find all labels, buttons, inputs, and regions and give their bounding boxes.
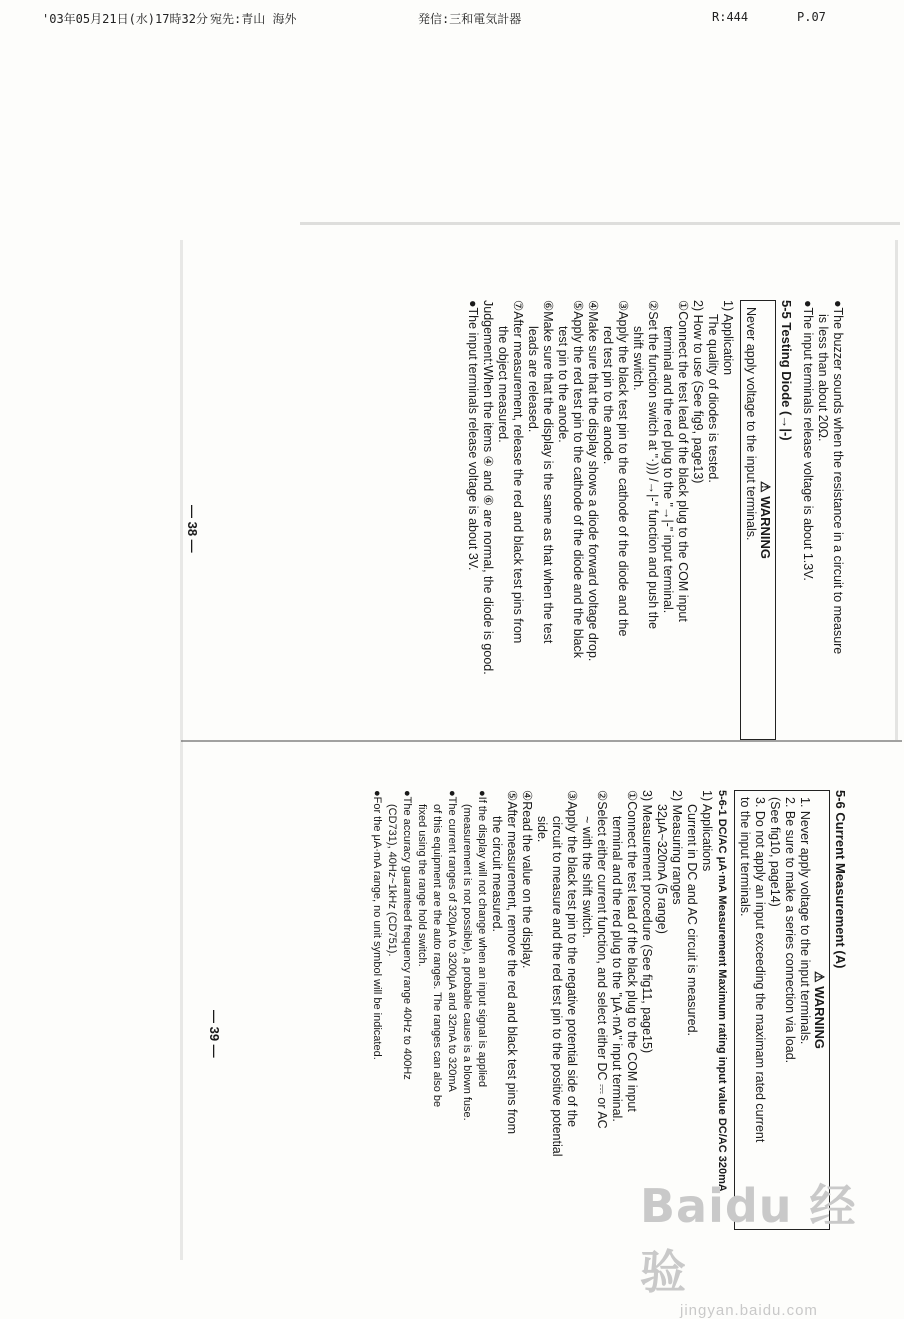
body-line: terminal and the red plug to the "→|-" input terminal. xyxy=(661,326,675,614)
page-38 xyxy=(465,300,845,740)
body-line: test pin to the anode. xyxy=(556,326,570,443)
body-line: ⑤Apply the red test pin to the cathode of the diode and the black xyxy=(571,300,585,658)
note-line: (measurement is not possible), a probable cause is a blown fuse. xyxy=(461,804,473,1121)
warning-box xyxy=(734,790,830,1230)
warning-line: 3. Do not apply an input exceeding the maximam rated current xyxy=(753,797,767,1143)
spine-line xyxy=(181,740,902,742)
body-line: the object measured. xyxy=(496,326,510,443)
body-line: ~ with the shift switch. xyxy=(580,816,594,938)
body-line: 32μA~320mA (5 range) xyxy=(655,804,669,934)
buzzer-note-cont: is less than about 20Ω. xyxy=(816,314,830,442)
baidu-watermark xyxy=(640,1170,900,1319)
body-line: ⑤After measurement, remove the red and black test pins from xyxy=(505,790,519,1134)
warning-line: to the input terminals. xyxy=(738,797,752,917)
body-line: circuit to measure and the red test pin to the positive potential xyxy=(550,816,564,1157)
section-title-5-5: 5-5 Testing Diode (→|-) xyxy=(779,300,794,441)
body-line: ⑦After measurement, release the red and black test pins from xyxy=(511,300,525,644)
body-line: 2) Measuring ranges xyxy=(670,790,684,905)
warning-line: 1. Never apply voltage to the input terminals. xyxy=(798,797,812,1045)
fax-recipient: 宛先:青山 海外 xyxy=(210,12,297,26)
warning-text: Never apply voltage to the input terminals. xyxy=(744,307,758,541)
body-line: ①Connect the test lead of the black plug to the COM input xyxy=(676,300,690,622)
body-line: shift switch. xyxy=(631,326,645,391)
note-line: ●The current ranges of 320μA to 3200μA and 32mA to 320mA xyxy=(446,790,458,1092)
buzzer-note: ●The buzzer sounds when the resistance in a circuit to measure xyxy=(831,300,845,655)
note-line: ●If the display will not change when an input signal is applied xyxy=(476,790,488,1088)
page-number-38 xyxy=(185,505,200,553)
body-line: leads are released. xyxy=(526,326,540,433)
body-line: side. xyxy=(535,816,549,843)
fax-sender: 発信:三和電気計器 xyxy=(418,12,522,26)
body-line: ④Read the value on the display. xyxy=(520,790,534,969)
body-line: ⑥Make sure that the display is the same as that when the test xyxy=(541,300,555,644)
body-line: 1) Application xyxy=(721,300,735,376)
page-39 xyxy=(369,790,848,1230)
scan-noise-line xyxy=(300,222,900,225)
page-number-39-text: — 39 — xyxy=(207,1010,222,1058)
judgement-line: Judgement:When the items ④ and ⑥ are normal, the diode is good. xyxy=(481,300,495,675)
watermark-brand: Baidu 经验 xyxy=(640,1179,857,1299)
body-line: ③Apply the black test pin to the cathode of the diode and the xyxy=(616,300,630,637)
body-line: ④Make sure that the display shows a diode forward voltage drop. xyxy=(586,300,600,662)
fax-receipt-number: R:444 xyxy=(712,10,749,24)
body-line: the circuit measured. xyxy=(490,816,504,933)
warning-box xyxy=(740,300,776,740)
body-line: terminal and the red plug to the "μA·mA" input terminal. xyxy=(610,816,624,1122)
note-line: of this equipment are the auto ranges. The ranges can also be xyxy=(431,804,443,1108)
body-line: red test pin to the anode. xyxy=(601,326,615,465)
body-line: ●The input terminals release voltage is about 3V. xyxy=(466,300,480,571)
warning-title: ⚠ WARNING xyxy=(758,480,773,560)
body-line: ③Apply the black test pin to the negative potential side of the xyxy=(565,790,579,1128)
warning-line: (See fig10, page14) xyxy=(768,797,782,907)
left-edge-noise xyxy=(180,240,183,1260)
release-voltage-note: ●The input terminals release voltage is about 1.3V. xyxy=(801,300,815,581)
section-title-5-6: 5-6 Current Measurement (A) xyxy=(833,790,848,969)
body-line: 3) Measurement procedure (See fig11, page15) xyxy=(640,790,654,1054)
note-line: ●The accuracy guaranteed frequency range 40Hz to 400Hz xyxy=(401,790,413,1080)
body-line: ②Set the function switch at "·))) /→|-" function and push the xyxy=(646,300,660,630)
body-line: Current in DC and AC circuit is measured. xyxy=(685,804,699,1037)
fax-page-number: P.07 xyxy=(797,10,826,24)
watermark-url: jingyan.baidu.com xyxy=(680,1302,818,1319)
warning-title: ⚠ WARNING xyxy=(812,970,827,1050)
warning-line: 2. Be sure to make a series connection via load. xyxy=(783,797,797,1064)
fax-timestamp: '03年05月21日(水)17時32分 xyxy=(42,12,208,26)
left-edge-noise-2 xyxy=(895,240,898,740)
page-number-38-text: — 38 — xyxy=(185,505,200,553)
note-line: (CD731), 40Hz~1kHz (CD751). xyxy=(386,804,398,957)
body-line: ①Connect the test lead of the black plug to the COM input xyxy=(625,790,639,1112)
note-line: ●For the μA·mA range, no unit symbol will be indicated. xyxy=(371,790,383,1060)
subsection-title-5-6-1: 5-6-1 DC/AC μA·mA Measurement Maximum rating input value DC/AC 320mA xyxy=(716,790,728,1192)
body-line: ②Select either current function, and select either DC ⎓ or AC xyxy=(595,790,609,1129)
page-number-39 xyxy=(207,1010,222,1058)
body-line: The quality of diodes is tested. xyxy=(706,314,720,483)
fax-header xyxy=(0,6,904,26)
note-line: fixed using the range hold switch. xyxy=(416,804,428,967)
body-line: 1) Applications xyxy=(700,790,714,872)
body-line: 2) How to use (See fig9, page13) xyxy=(691,300,705,484)
